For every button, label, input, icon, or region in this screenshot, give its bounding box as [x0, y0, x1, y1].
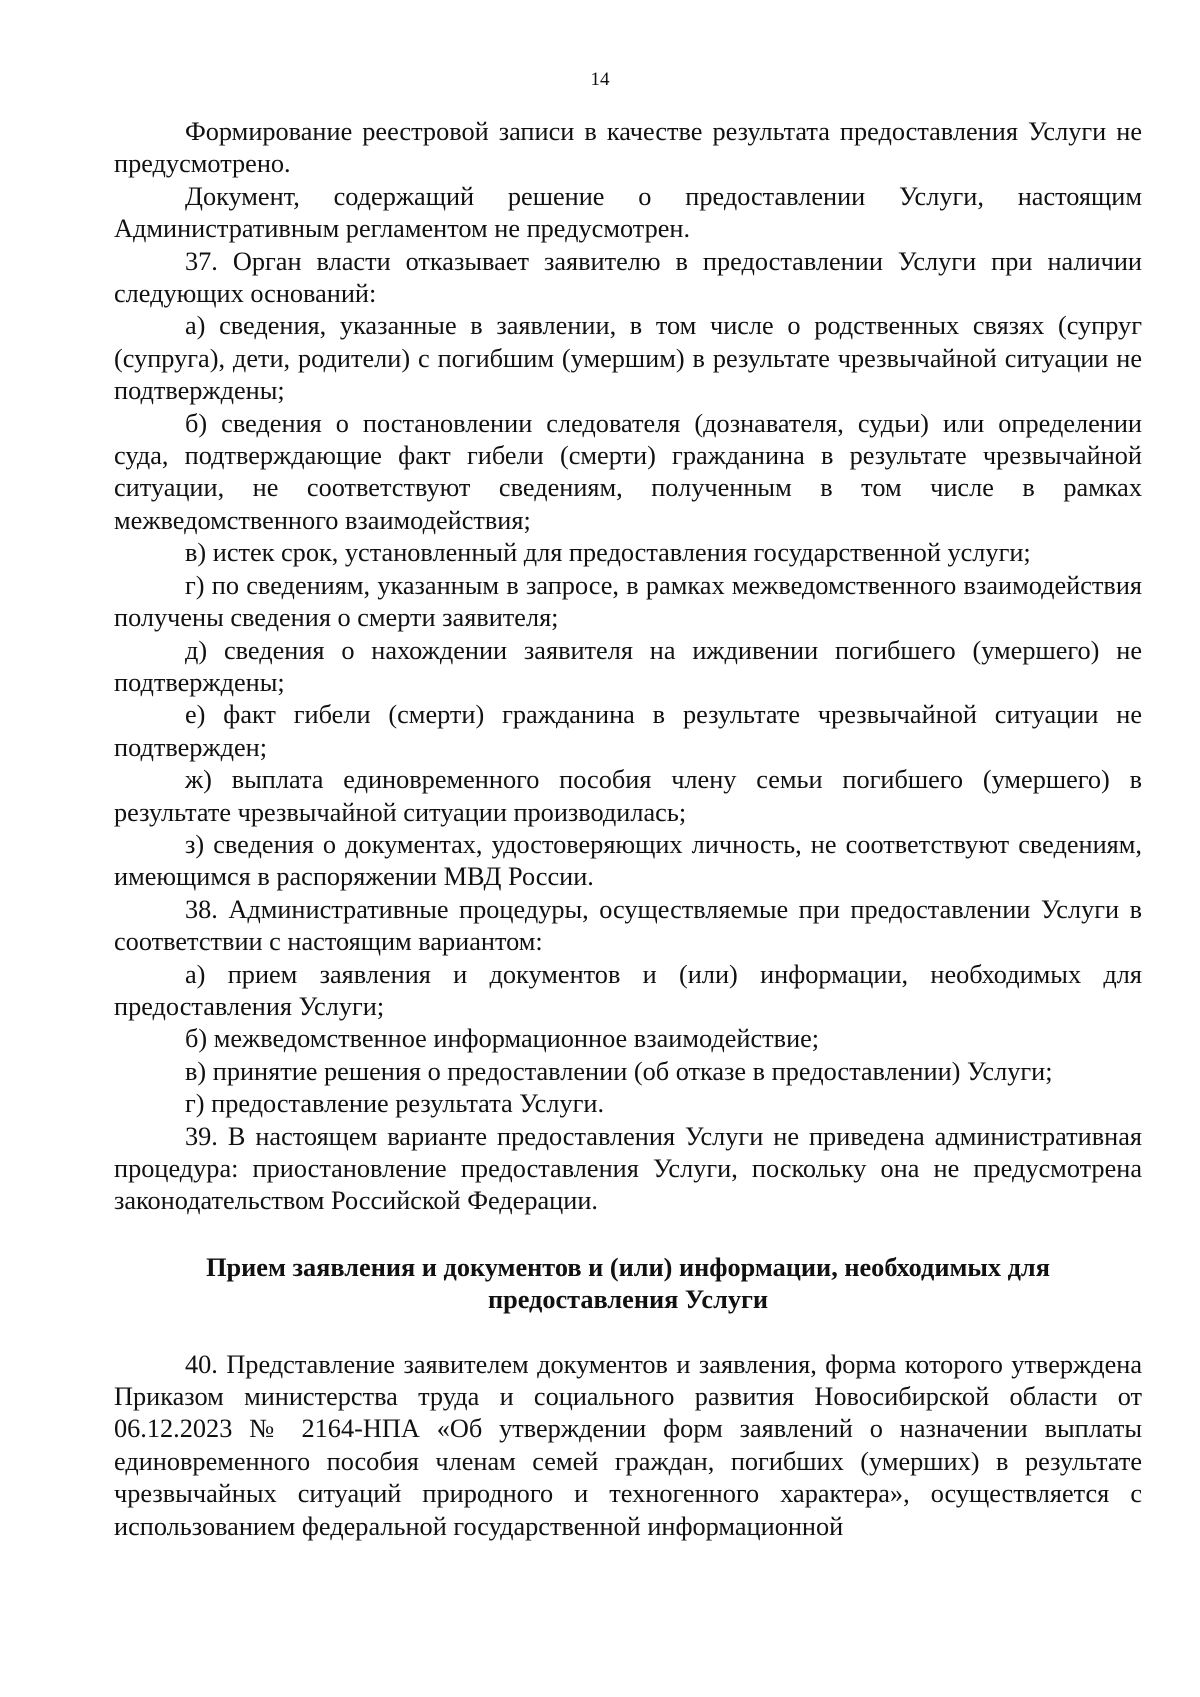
- list-item-38-g: г) предоставление результата Услуги.: [185, 1089, 605, 1119]
- list-item-37-g: г) по сведениям, указанным в запросе, в рамках межведомственного взаимодействия получены сведения о смерти заявителя;: [114, 570, 1142, 633]
- paragraph-37: 37. Орган власти отказывает заявителю в предоставлении Услуги при наличии следующих оснований:: [114, 246, 1142, 309]
- paragraph-registry-entry: Формирование реестровой записи в качестве результата предоставления Услуги не предусмотрено.: [114, 117, 1142, 179]
- section-heading: Прием заявления и документов и (или) информации, необходимых для предоставления Услуги: [206, 1252, 1050, 1315]
- list-item-37-a: а) сведения, указанные в заявлении, в том числе о родственных связях (супруг (супруга), дети, родители) с погибшим (умершим) в результате чрезвычайной ситуации не подтверждены;: [114, 311, 1142, 406]
- paragraph-40: 40. Представление заявителем документов и заявления, форма которого утверждена Приказом министерства труда и социального развития Новосибирской области от 06.12.2023 № 2164-НПА «Об утверждении форм заявлений о назначении выплаты единовременного пособия членам семей граждан, погибших (умерших) в результате чрезвычайных ситуаций природного и техногенного характера», осуществляется с использованием федеральной государственной информационной: [114, 1349, 1142, 1541]
- list-item-37-e: е) факт гибели (смерти) гражданина в результате чрезвычайной ситуации не подтвержден;: [114, 700, 1142, 762]
- paragraph-decision-document: Документ, содержащий решение о предоставлении Услуги, настоящим Административным регламентом не предусмотрен.: [114, 181, 1142, 244]
- paragraph-38: 38. Административные процедуры, осуществляемые при предоставлении Услуги в соответствии с настоящим вариантом:: [114, 894, 1142, 957]
- document-body: [114, 116, 1142, 1543]
- list-item-37-v: в) истек срок, установленный для предоставления государственной услуги;: [185, 538, 1031, 568]
- list-item-37-z: з) сведения о документах, удостоверяющих личность, не соответствуют сведениям, имеющимся в распоряжении МВД России.: [114, 829, 1142, 892]
- list-item-38-b: б) межведомственное информационное взаимодействие;: [185, 1024, 820, 1054]
- list-item-38-v: в) принятие решения о предоставлении (об отказе в предоставлении) Услуги;: [185, 1056, 1053, 1086]
- list-item-37-zh: ж) выплата единовременного пособия члену семьи погибшего (умершего) в результате чрезвычайной ситуации производилась;: [114, 765, 1142, 827]
- list-item-38-a: а) прием заявления и документов и (или) информации, необходимых для предоставления Услуги;: [114, 959, 1142, 1021]
- list-item-37-b: б) сведения о постановлении следователя (дознавателя, судьи) или определении суда, подтверждающие факт гибели (смерти) гражданина в результате чрезвычайной ситуации, не соответствуют сведениям, полученным в том числе в рамках межведомственного взаимодействия;: [114, 408, 1142, 535]
- page-number: 14: [590, 69, 610, 90]
- list-item-37-d: д) сведения о нахождении заявителя на иждивении погибшего (умершего) не подтверждены;: [114, 635, 1142, 697]
- paragraph-39: 39. В настоящем варианте предоставления Услуги не приведена административная процедура: приостановление предоставления Услуги, поскольку она не предусмотрена законодательством Российской Федерации.: [114, 1121, 1142, 1216]
